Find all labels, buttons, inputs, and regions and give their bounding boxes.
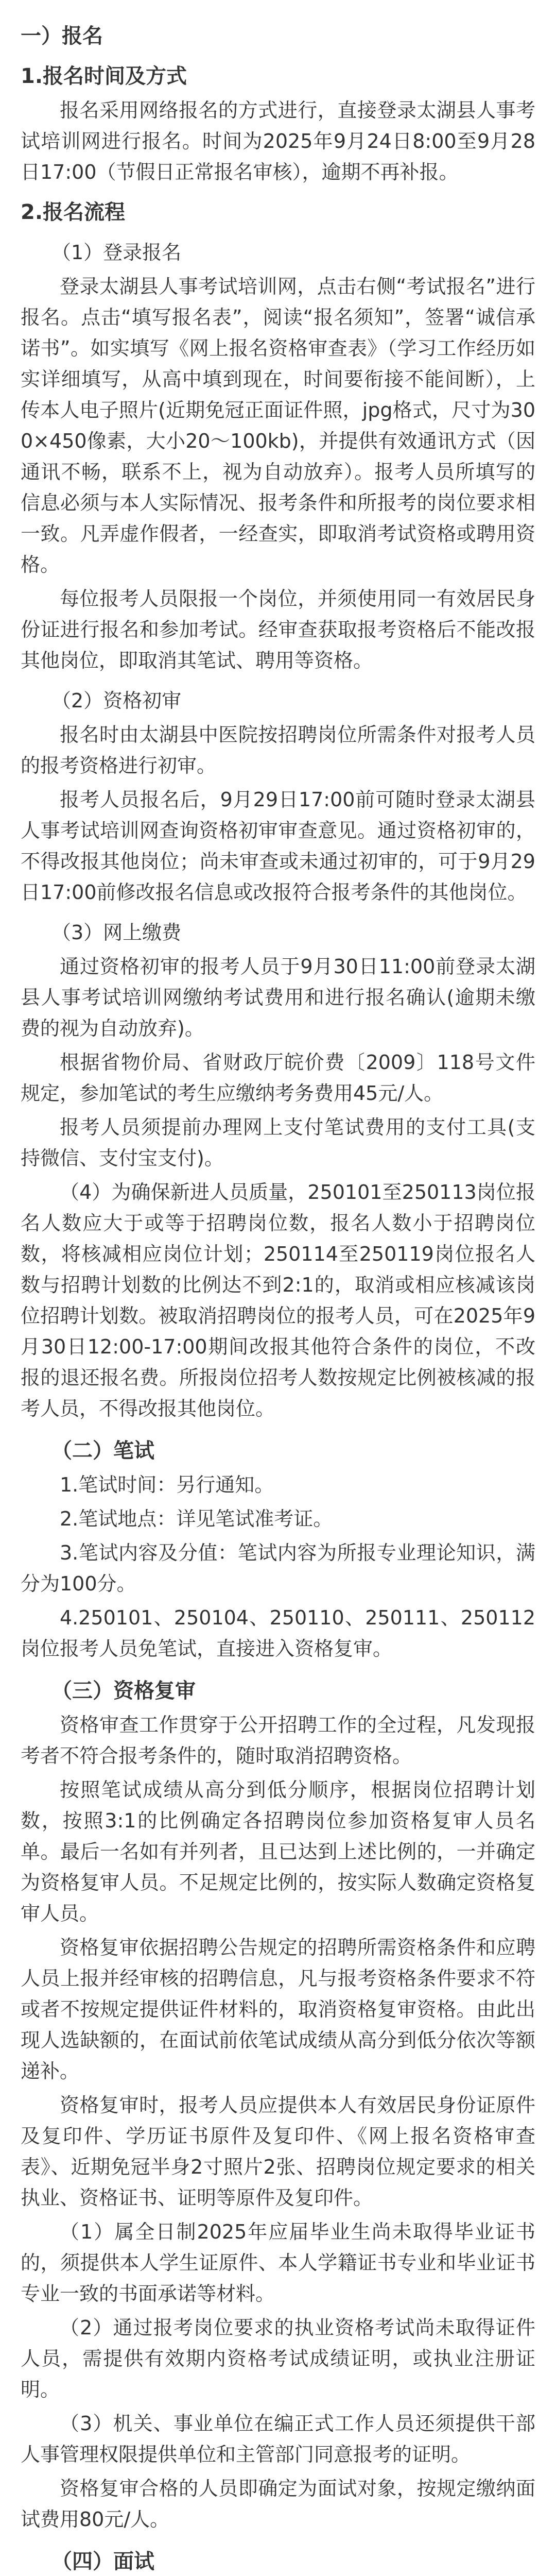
paragraph: 根据省物价局、省财政厅皖价费〔2009〕118号文件规定，参加笔试的考生应缴纳考务费用45元/人。 [21,1051,535,1105]
paragraph: 2.笔试地点：详见笔试准考证。 [60,1507,333,1530]
document [0,21,556,2576]
step-title-initial-review: （2）资格初审 [51,689,182,712]
paragraph: （2）通过报考岗位要求的执业资格考试尚未取得证件人员，需提供有效期内资格考试成绩证明，或执业注册证明。 [21,2316,535,2401]
subsection-title: 1.报名时间及方式 [21,64,187,88]
paragraph: （3）机关、事业单位在编正式工作人员还须提供干部人事管理权限提供单位和主管部门同意报考的证明。 [21,2412,535,2466]
step-title-login: （1）登录报名 [51,241,182,264]
paragraph: 报名时由太湖县中医院按招聘岗位所需条件对报考人员的报考资格进行初审。 [21,723,535,777]
paragraph: 登录太湖县人事考试培训网，点击右侧“考试报名”进行报名。点击“填写报名表”，阅读“报名须知”，签署“诚信承诺书”。如实填写《网上报名资格审查表》（学习工作经历如实详细填写，从高中填到现在，时间要衔接不能间断），上传本人电子照片(近期免冠正面证件照，jpg格式，尺寸为300×450像素，大小20～100kb)，并提供有效通讯方式（因通讯不畅，联系不上，视为自动放弃）。报考人员所填写的信息必须与本人实际情况、报考条件和所报考的岗位要求相一致。凡弄虚作假者，一经查实，即取消考试资格或聘用资格。 [21,275,535,576]
paragraph: 资格复审依据招聘公告规定的招聘所需资格条件和应聘人员上报并经审核的招聘信息，凡与报考资格条件要求不符或者不按规定提供证件材料的，取消资格复审资格。由此出现人选缺额的，在面试前依笔试成绩从高分到低分依次等额递补。 [21,1936,535,2082]
paragraph: 资格复审时，报考人员应提供本人有效居民身份证原件及复印件、学历证书原件及复印件、《网上报名资格审查表》、近期免冠半身2寸照片2张、招聘岗位规定要求的相关执业、资格证书、证明等原件及复印件。 [21,2094,535,2209]
section-qualification-review [21,1675,535,2535]
paragraph: （4）为确保新进人员质量，250101至250113岗位报名人数应大于或等于招聘岗位数，报名人数小于招聘岗位数，将核减相应岗位计划；250114至250119岗位报名人数与招聘计划数的比例达不到2:1的，取消或相应核减该岗位招聘计划数。被取消招聘岗位的报考人员，可在2025年9月30日12:00-17:00期间改报其他符合条件的岗位，不改报的退还报名费。所报岗位招考人数按规定比例被核减的报考人员，不得改报其他岗位。 [21,1181,535,1420]
section-registration-time [21,61,535,188]
paragraph: 按照笔试成绩从高分到低分顺序，根据岗位招聘计划数，按照3:1的比例确定各招聘岗位参加资格复审人员名单。最后一名如有并列者，且已达到上述比例的，一并确定为资格复审人员。不足规定比例的，按实际人数确定资格复审人员。 [21,1778,535,1925]
section-title-interview: （四）面试 [51,2550,154,2573]
step-title-payment: （3）网上缴费 [51,921,182,944]
section-title-qualification-review: （三）资格复审 [51,1679,196,1703]
paragraph: 通过资格初审的报考人员于9月30日11:00前登录太湖县人事考试培训网缴纳考试费用和进行报名确认(逾期未缴费的视为自动放弃)。 [21,955,535,1040]
paragraph: 1.笔试时间：另行通知。 [60,1473,274,1496]
section-registration-process [21,197,535,1424]
subsection-title: 2.报名流程 [21,200,126,224]
paragraph: 资格审查工作贯穿于公开招聘工作的全过程，凡发现报考者不符合报考条件的，随时取消招聘资格。 [21,1714,535,1767]
paragraph: 资格复审合格的人员即确定为面试对象，按规定缴纳面试费用80元/人。 [21,2477,535,2531]
section-title-written-exam: （二）笔试 [51,1439,154,1463]
paragraph: 报考人员报名后，9月29日17:00前可随时登录太湖县人事考试培训网查询资格初审审查意见。通过资格初审的，不得改报其他岗位；尚未审查或未通过初审的，可于9月29日17:00前修改报名信息或改报符合报考条件的其他岗位。 [21,788,535,904]
paragraph: 每位报考人员限报一个岗位，并须使用同一有效居民身份证进行报名和参加考试。经审查获取报考资格后不能改报其他岗位，即取消其笔试、聘用等资格。 [21,587,535,672]
section-title-registration: 一）报名 [21,24,103,48]
paragraph: 3.笔试内容及分值：笔试内容为所报专业理论知识，满分为100分。 [21,1541,535,1595]
section-interview [21,2546,535,2576]
paragraph: 报名采用网络报名的方式进行，直接登录太湖县人事考试培训网进行报名。时间为2025年9月24日8:00至9月28日17:00（节假日正常报名审核），逾期不再补报。 [21,99,535,183]
paragraph: 报考人员须提前办理网上支付笔试费用的支付工具(支持微信、支付宝支付)。 [21,1116,535,1170]
paragraph: （1）属全日制2025年应届毕业生尚未取得毕业证书的，须提供本人学生证原件、本人学籍证书专业和毕业证书专业一致的书面承诺等材料。 [21,2221,535,2305]
paragraph: 4.250101、250104、250110、250111、250112岗位报考人员免笔试，直接进入资格复审。 [21,1606,535,1660]
section-written-exam [21,1435,535,1664]
